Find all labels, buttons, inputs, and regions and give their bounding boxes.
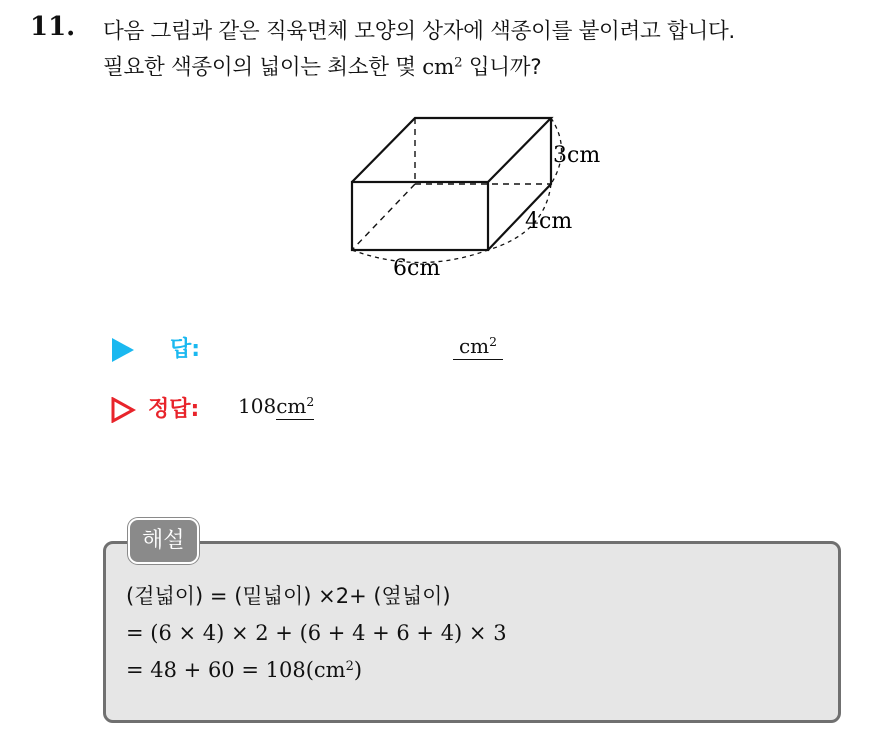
question-unit-base: cm xyxy=(422,55,455,80)
cuboid-figure xyxy=(340,105,640,294)
solution-tag: 해설 xyxy=(128,518,199,564)
cuboid-top-face xyxy=(352,118,551,182)
solution-line-3-unit: cm xyxy=(313,658,346,682)
solution-line-3-exp: 2 xyxy=(345,658,354,674)
depth-label: 4cm xyxy=(525,209,573,234)
solution-line-3-start: = 48 + 60 = 108( xyxy=(126,658,314,682)
cuboid-front-face xyxy=(352,182,488,250)
solution-line-3-end: ) xyxy=(353,658,363,682)
question-text xyxy=(103,14,873,86)
height-label: 3cm xyxy=(553,143,601,168)
answer-row xyxy=(108,330,528,370)
question-line-2-end: 입니까? xyxy=(462,55,542,80)
answer-arrow-icon xyxy=(112,338,134,362)
cuboid-diagram xyxy=(340,105,640,290)
answer-label: 답: xyxy=(170,337,201,362)
cuboid-hidden-edges xyxy=(352,118,551,250)
question-line-2-start: 필요한 색종이의 넓이는 최소한 몇 xyxy=(103,55,423,80)
correct-answer-unit xyxy=(276,394,314,420)
solution-line-1: (겉넓이) = (밑넓이) ×2+ (옆넓이) xyxy=(126,584,451,608)
solution-text xyxy=(126,578,507,689)
correct-answer-number: 108 xyxy=(238,394,277,418)
question-line-1: 다음 그림과 같은 직육면체 모양의 상자에 색종이를 붙이려고 합니다. xyxy=(103,19,735,44)
correct-answer-label: 정답: xyxy=(148,397,200,422)
question-unit xyxy=(422,55,462,80)
correct-answer-value xyxy=(238,394,314,418)
question-unit-exp: 2 xyxy=(454,55,463,71)
answer-unit-exp: 2 xyxy=(489,334,498,350)
answer-unit-base: cm xyxy=(458,334,490,358)
correct-unit-base: cm xyxy=(276,394,307,418)
width-label: 6cm xyxy=(393,256,441,281)
solution-line-3 xyxy=(126,652,507,689)
correct-unit-exp: 2 xyxy=(306,394,315,410)
correct-answer-row xyxy=(108,390,528,430)
question-line-2 xyxy=(103,50,873,86)
question-number: 11. xyxy=(30,12,76,42)
solution-line-2: = (6 × 4) × 2 + (6 + 4 + 6 + 4) × 3 xyxy=(126,621,507,645)
answer-input[interactable] xyxy=(453,334,503,360)
correct-arrow-icon xyxy=(110,397,136,423)
